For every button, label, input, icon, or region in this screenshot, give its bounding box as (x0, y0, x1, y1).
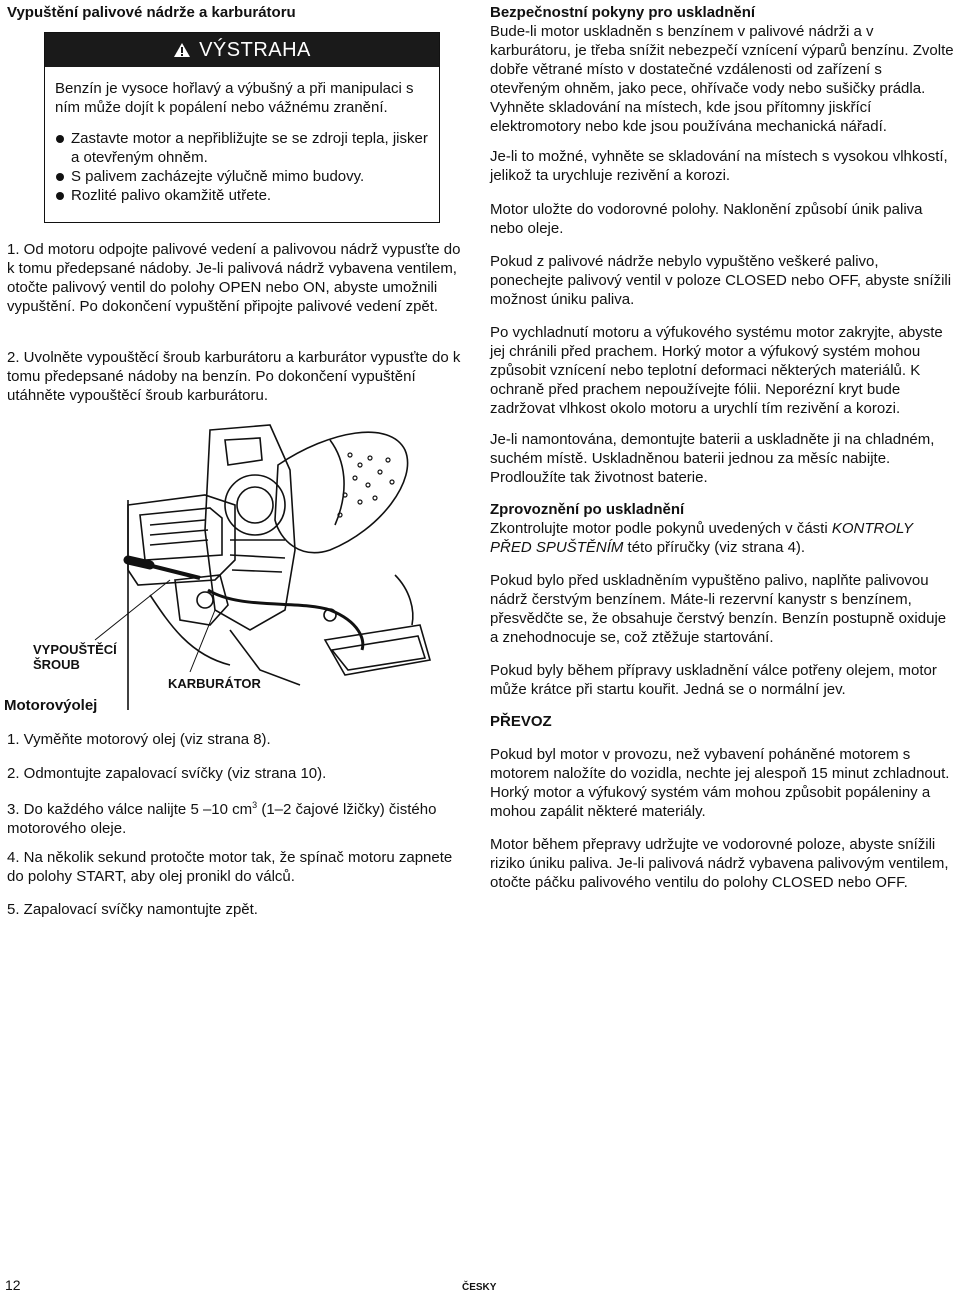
fresh-fuel-paragraph: Pokud bylo před uskladněním vypuštěno palivo, naplňte palivovou nádrž čerstvým benzínem. Máte-li rezervní kanystr s benzínem, přesvědčte se, že obsahuje čerstvý benzín. Benzín postupně oxiduje a znehodnocuje se, což ztěžuje startování. (490, 572, 947, 646)
warning-header (45, 33, 439, 67)
fuel-valve-paragraph: Pokud z palivové nádrže nebylo vypuštěno veškeré palivo, ponechejte palivový ventil v poloze CLOSED nebo OFF, abyste snížili možnost úniku paliva. (490, 253, 952, 308)
warning-title: VÝSTRAHA (199, 38, 311, 61)
oil-step-1: 1. Vyměňte motorový olej (viz strana 8). (7, 731, 271, 748)
after-storage-text-a: Zkontrolujte motor podle pokynů uvedených v části (490, 520, 832, 537)
oil-step-3-sup: 3 (252, 800, 258, 810)
warning-bullet: Zastavte motor a nepřibližujte se se zdroji tepla, jisker a otevřeným ohněm. (55, 129, 429, 167)
section-title: Vypuštění palivové nádrže a karburátoru (7, 4, 296, 21)
oil-step-2: 2. Odmontujte zapalovací svíčky (viz strana 10). (7, 765, 327, 782)
drain-step-2: 2. Uvolněte vypouštěcí šroub karburátoru a karburátor vypusťte do k tomu předepsané nádoby na benzín. Po dokončení vypuštění utáhněte vypouštěcí šroub karburátoru. (7, 349, 461, 404)
oil-step-3-a: 3. Do každého válce nalijte 5 –10 cm (7, 801, 253, 818)
warning-bullet: S palivem zacházejte výlučně mimo budovy. (55, 167, 429, 186)
warning-list (55, 129, 429, 205)
after-storage-text (490, 519, 955, 557)
drain-screw-label (33, 642, 117, 672)
drain-screw-label-line-2: ŠROUB (33, 657, 80, 672)
page-number: 12 (5, 1277, 21, 1293)
after-storage-text-em: KONTROLY PŘED SPUŠTĚNÍM (490, 520, 913, 556)
warning-text: Benzín je vysoce hořlavý a výbušný a při manipulaci s ním může dojít k popálení nebo vážnému zranění. (55, 80, 414, 116)
horizontal-paragraph: Motor uložte do vodorovné polohy. Naklonění způsobí únik paliva nebo oleje. (490, 201, 923, 237)
transport-paragraph-1: Pokud byl motor v provozu, než vybavení poháněné motorem s motorem naložíte do vozidla, nechte jej alespoň 15 minut zchladnout. Horký motor a výfukový systém vám mohou způsobit popáleniny a mohou zapálit některé materiály. (490, 746, 950, 820)
oil-step-3-b: (1–2 čajové lžičky) čistého motorového oleje. (7, 801, 437, 837)
after-storage-heading: Zprovoznění po uskladnění (490, 501, 685, 518)
oil-step-5: 5. Zapalovací svíčky namontujte zpět. (7, 901, 258, 918)
humidity-paragraph: Je-li to možné, vyhněte se skladování na místech s vysokou vlhkostí, jelikož ta urychluje rezivění a korozi. (490, 148, 948, 184)
transport-heading: PŘEVOZ (490, 713, 552, 730)
storage-safety-heading: Bezpečnostní pokyny pro uskladnění (490, 4, 756, 21)
oil-step-3 (7, 796, 462, 838)
drain-step-1: 1. Od motoru odpojte palivové vedení a palivovou nádrž vypusťte do k tomu předepsané nádoby. Je-li palivová nádrž vybavena ventilem, otočte palivový ventil do polohy OPEN nebo ON, abyste umožnili vypuštění. Po dokončení vypuštění připojte palivové vedení zpět. (7, 241, 461, 315)
cover-paragraph: Po vychladnutí motoru a výfukového systému motor zakryjte, abyste jej chránili před prachem. Horký motor a výfukový systém mohou způsobit vznícení nebo teplotní deformaci některých materiálů. K ochraně před prachem nepoužívejte fólii. Neporézní kryt bude zadržovat vlhkost okolo motoru a urychlí tím rezivění a korozi. (490, 324, 943, 417)
battery-paragraph: Je-li namontována, demontujte baterii a uskladněte ji na chladném, suchém místě. Uskladněnou baterii jednou za měsíc nabijte. Prodloužíte tak životnost baterie. (490, 431, 935, 486)
drain-screw-label-line-1: VYPOUŠTĚCÍ (33, 642, 117, 657)
smoke-paragraph: Pokud byly během přípravy uskladnění válce potřeny olejem, motor může krátce při startu kouřit. Jedná se o normální jev. (490, 662, 937, 698)
after-storage-text-b: této příručky (viz strana 4). (623, 539, 806, 556)
engine-oil-heading: Motorovýolej (4, 697, 98, 714)
oil-step-4: 4. Na několik sekund protočte motor tak, že spínač motoru zapnete do polohy START, aby olej pronikl do válců. (7, 849, 453, 885)
warning-triangle-icon (173, 42, 191, 58)
storage-safety-text: Bude-li motor uskladněn s benzínem v palivové nádrži a v karburátoru, je třeba snížit nebezpečí vznícení výparů benzínu. Zvolte dobře větrané místo v dostatečné vzdálenosti od zařízení s otevřeným ohněm, jako pece, ohřívače vody nebo sušičky prádla. Vyhněte skladování na místech, kde jsou přítomny jiskřící elektromotory nebo kde jsou používána mechanická nářadí. (490, 23, 954, 135)
warning-box (44, 32, 440, 223)
carburetor-label: KARBURÁTOR (168, 676, 261, 691)
warning-bullet: Rozlité palivo okamžitě utřete. (55, 186, 429, 205)
language-label: ČESKY (462, 1282, 497, 1293)
transport-paragraph-2: Motor během přepravy udržujte ve vodorovné poloze, abyste snížili riziko úniku paliva. Je-li palivová nádrž vybavena palivovým ventilem, otočte páčku palivového ventilu do polohy CLOSED nebo OFF. (490, 836, 949, 891)
